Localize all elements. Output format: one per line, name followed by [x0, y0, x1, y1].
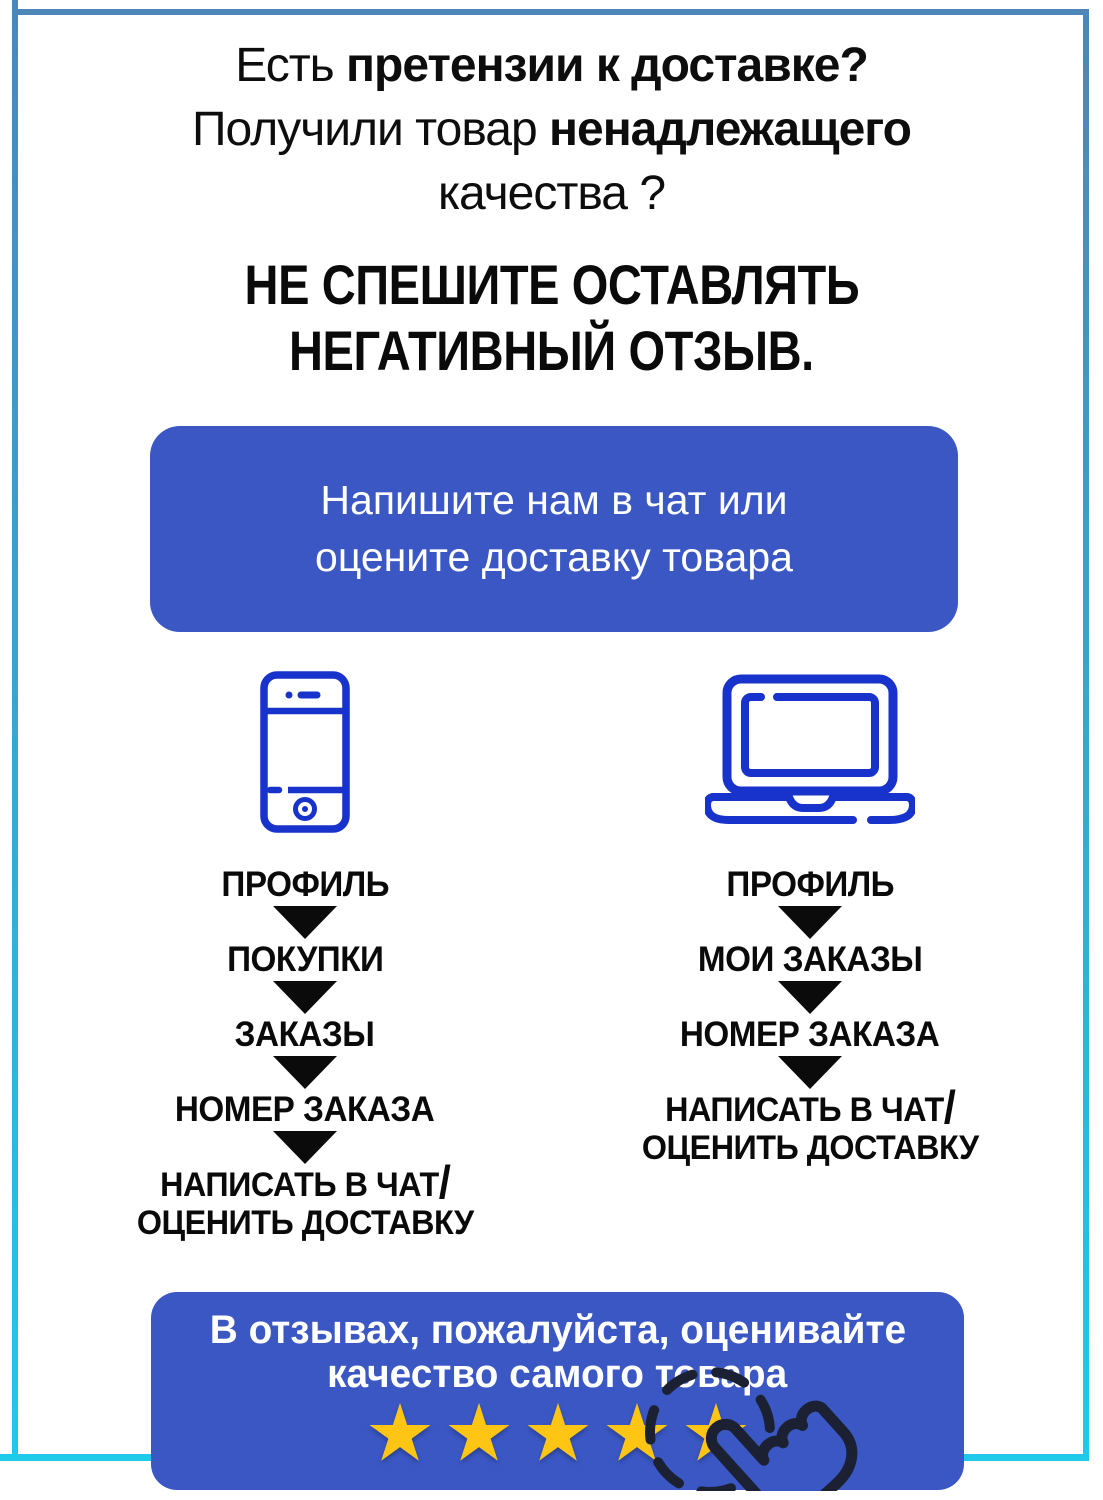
mobile-final-line1: НАПИСАТЬ В ЧАТ — [159, 1166, 439, 1204]
frame-left-line — [12, 0, 18, 1460]
main-heading — [55, 34, 1048, 226]
desktop-final-line1: НАПИСАТЬ В ЧАТ — [664, 1091, 944, 1129]
desktop-step-order-number: НОМЕР ЗАКАЗА — [680, 1015, 940, 1054]
flow-desktop — [580, 664, 1040, 1167]
cta-line-2: оцените доставку товара — [315, 534, 793, 580]
subheading-line-1 — [40, 252, 1063, 318]
heading-line1-normal: Есть — [235, 39, 347, 92]
banner-line2-text: качество самого товара — [327, 1352, 788, 1396]
subheading-line-2 — [40, 318, 1063, 384]
heading-line2-normal: Получили товар — [192, 103, 549, 156]
mobile-step-orders: ЗАКАЗЫ — [235, 1015, 375, 1054]
heading-line-1 — [55, 34, 1048, 98]
subheading-line2-text: НЕГАТИВНЫЙ ОТЗЫВ. — [289, 319, 814, 382]
arrow-down-icon — [778, 1056, 842, 1089]
star-icon — [447, 1402, 511, 1462]
desktop-final-slash: / — [943, 1081, 956, 1133]
arrow-down-icon — [778, 906, 842, 939]
frame-right-line — [1083, 9, 1089, 1460]
mobile-step-purchases: ПОКУПКИ — [226, 940, 384, 979]
arrow-down-icon — [778, 981, 842, 1014]
star-icon — [368, 1402, 432, 1462]
mobile-step-final — [136, 1156, 474, 1242]
star-icon — [526, 1402, 590, 1462]
heading-line-2 — [55, 98, 1048, 162]
arrow-down-icon — [273, 906, 337, 939]
arrow-down-icon — [273, 1131, 337, 1164]
laptop-icon — [705, 664, 915, 840]
heading-line1-bold: претензии к доставке? — [346, 39, 868, 92]
desktop-final-line2: ОЦЕНИТЬ ДОСТАВКУ — [641, 1129, 979, 1167]
mobile-step-profile: ПРОФИЛЬ — [221, 865, 389, 904]
desktop-step-my-orders: МОИ ЗАКАЗЫ — [697, 940, 923, 979]
heading-line-3 — [55, 162, 1048, 226]
heading-line3: качества ? — [437, 167, 666, 220]
banner-line1-text: В отзывах, пожалуйста, оценивайте — [209, 1308, 906, 1352]
cta-line-1: Напишите нам в чат или — [320, 477, 788, 523]
subheading-line1-text: НЕ СПЕШИТЕ ОСТАВЛЯТЬ — [244, 253, 859, 316]
heading-line2-bold: ненадлежащего — [549, 103, 911, 156]
mobile-step-order-number: НОМЕР ЗАКАЗА — [175, 1090, 435, 1129]
mobile-final-line2: ОЦЕНИТЬ ДОСТАВКУ — [136, 1204, 474, 1242]
desktop-step-final — [641, 1081, 979, 1167]
arrow-down-icon — [273, 1056, 337, 1089]
subheading — [40, 252, 1063, 384]
desktop-step-profile: ПРОФИЛЬ — [726, 865, 894, 904]
frame-top-line — [12, 9, 1089, 15]
arrow-down-icon — [273, 981, 337, 1014]
tap-hand-icon — [596, 1336, 936, 1491]
smartphone-icon — [259, 664, 351, 840]
flow-mobile — [75, 664, 535, 1242]
mobile-final-slash: / — [438, 1156, 451, 1208]
cta-box — [150, 426, 958, 632]
